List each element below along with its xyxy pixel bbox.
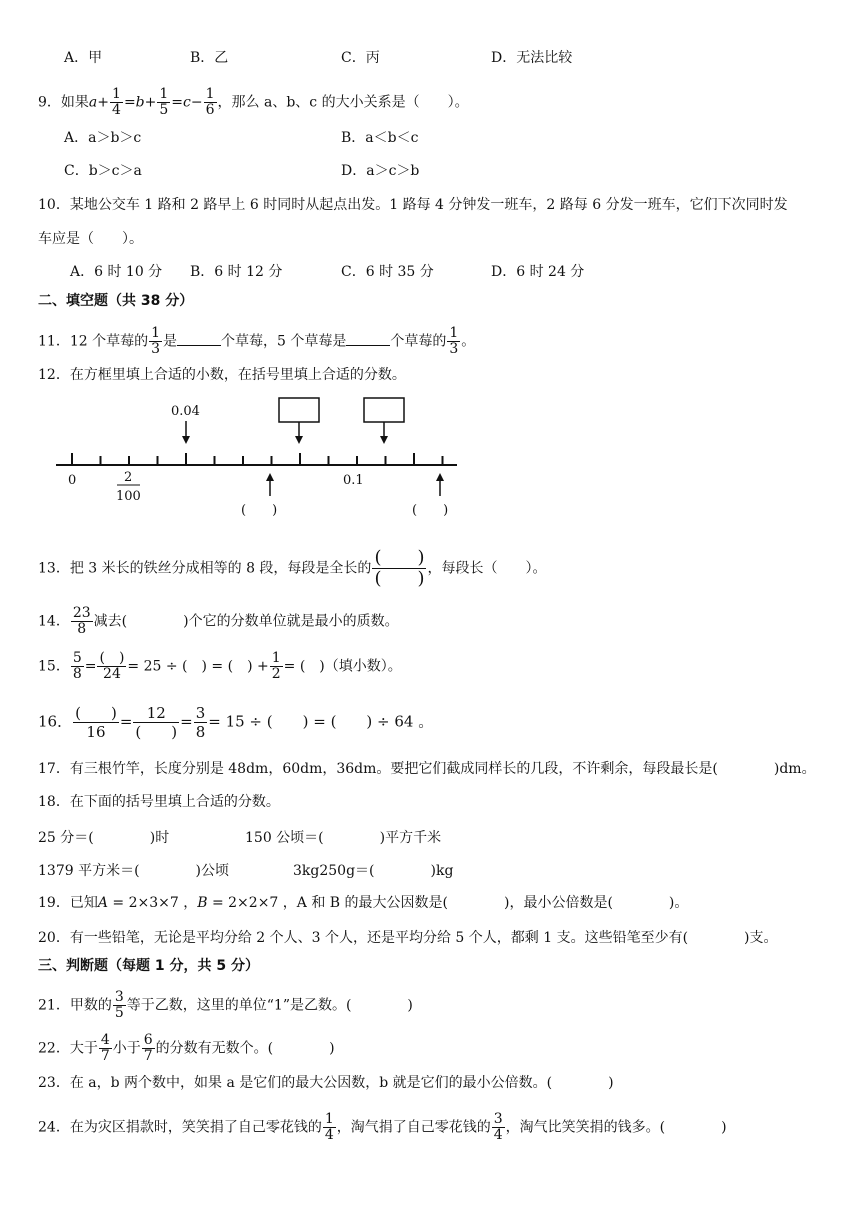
number-line-ticks [72, 453, 443, 465]
q16-frac-3 [194, 704, 208, 741]
q13-frac-num: ( ) [374, 547, 425, 568]
q9-frac2-den: 5 [159, 102, 169, 118]
label-0-1: 0.1 [343, 473, 364, 488]
q16-frac1-num: ( ) [75, 704, 117, 722]
q16-text: = 15 ÷ ( ) = ( ) ÷ 64 。 [208, 712, 434, 731]
q22-frac-1 [99, 1033, 112, 1064]
answer-paren-right[interactable]: ( ) [412, 503, 449, 518]
q9-plus: + [97, 94, 110, 111]
q9-minus: − [190, 94, 203, 111]
q14-frac-den: 8 [77, 621, 87, 637]
q11-text-2: 是 [163, 333, 178, 350]
question-24 [38, 1112, 727, 1143]
q9-plus2: + [144, 94, 157, 111]
up-arrow-right-head [436, 473, 444, 481]
question-14 [38, 606, 399, 637]
q18-row2-b: 3kg250g＝( )kg [293, 863, 454, 879]
q9-frac2-num: 1 [159, 86, 169, 102]
q9-suffix: ，那么 a、b、c 的大小关系是（ ）。 [217, 94, 469, 111]
q22-frac2-num: 6 [143, 1032, 153, 1048]
answer-box-1[interactable] [279, 398, 319, 422]
q11-text-4: 个草莓的 [390, 333, 447, 350]
q9-frac-1-5 [157, 87, 170, 118]
q9-var-c: c [183, 94, 191, 111]
q12-text: 12．在方框里填上合适的小数，在括号里填上合适的分数。 [38, 367, 406, 383]
q19-var-a: A [97, 895, 108, 911]
q10-option-c: C．6 时 35 分 [341, 264, 434, 280]
q15-text-1: = 25 ÷ ( ) = ( ) + [127, 658, 269, 675]
q15-frac2-den: 24 [103, 666, 121, 682]
question-17: 17．有三根竹竿，长度分别是 48dm，60dm，36dm。要把它们截成同样长的几段，不许剩余，每段最长是( )dm。 [38, 761, 816, 777]
q18-row1-a: 25 分＝( )时 [38, 830, 170, 846]
q9-option-a: A．a＞b＞c [64, 130, 142, 146]
q11-frac-b-den: 3 [449, 341, 459, 357]
label-0: 0 [68, 473, 77, 488]
q9-prefix: 9．如果 [38, 94, 89, 111]
q13-text-2: ，每段长（ ）。 [427, 560, 547, 577]
q21-frac [113, 990, 126, 1021]
arrow-0-04-head [182, 436, 190, 444]
q11-text-5: 。 [461, 333, 476, 350]
q21-text-0: 21．甲数的 [38, 997, 112, 1014]
q14-num: 14． [38, 613, 70, 630]
q13-frac-blank[interactable] [372, 548, 426, 589]
q9-frac1-den: 4 [112, 102, 121, 118]
q16-eq2: = [180, 712, 193, 731]
question-23: 23．在 a，b 两个数中，如果 a 是它们的最大公因数，b 就是它们的最小公倍数。( ) [38, 1075, 614, 1091]
q21-frac-den: 5 [114, 1005, 124, 1021]
question-21 [38, 990, 413, 1021]
q9-option-c: C．b＞c＞a [64, 163, 142, 179]
q11-frac-b-num: 1 [449, 325, 459, 341]
question-11 [38, 326, 475, 357]
q16-frac3-den: 8 [195, 723, 206, 741]
q16-frac3-num: 3 [195, 704, 206, 722]
arrow-box-1-head [295, 436, 303, 444]
q18-row2-a: 1379 平方米＝( )公顷 [38, 863, 230, 879]
q15-frac1-den: 8 [72, 666, 82, 682]
q11-blank-1[interactable] [177, 331, 221, 346]
q24-text-1: ，淘气捐了自己零花钱的 [336, 1119, 491, 1136]
q24-text-2: ，淘气比笑笑捐的钱多。( ) [505, 1119, 727, 1136]
q19-text-2: = 2×2×7 ，A 和 B 的最大公因数是( )，最小公倍数是( )。 [207, 895, 689, 911]
q24-frac1-num: 1 [324, 1111, 334, 1127]
q8-option-d: D．无法比较 [491, 50, 573, 66]
q24-frac2-den: 4 [493, 1127, 503, 1143]
q9-frac-1-6 [204, 87, 217, 118]
q22-frac1-num: 4 [100, 1032, 110, 1048]
q16-frac2-den: ( ) [135, 723, 178, 741]
answer-paren-left[interactable]: ( ) [241, 503, 278, 518]
q9-eq1: = [123, 94, 136, 111]
q10-option-d: D．6 时 24 分 [491, 264, 585, 280]
q9-frac3-num: 1 [205, 86, 215, 102]
q15-frac-1 [71, 651, 84, 682]
q19-text-0: 19．已知 [38, 895, 98, 911]
section-2-heading: 二、填空题（共 38 分） [38, 293, 194, 309]
q16-frac-2[interactable] [133, 704, 179, 741]
q15-frac-2 [97, 651, 126, 682]
section-3-heading: 三、判断题（每题 1 分，共 5 分） [38, 958, 259, 974]
q11-text-3: 个草莓，5 个草莓是 [221, 333, 347, 350]
q15-frac3-num: 1 [271, 650, 281, 666]
q24-frac2-num: 3 [493, 1111, 503, 1127]
q10-option-a: A．6 时 10 分 [70, 264, 163, 280]
q19-var-b: B [197, 895, 208, 911]
q24-text-0: 24．在为灾区捐款时，笑笑捐了自己零花钱的 [38, 1119, 322, 1136]
q9-var-a: a [88, 94, 98, 111]
q15-frac-3 [270, 651, 283, 682]
q14-text: 减去( )个它的分数单位就是最小的质数。 [93, 613, 399, 630]
q11-frac-a-num: 1 [151, 325, 161, 341]
q11-frac-b [447, 326, 460, 357]
label-2-over-100-num: 2 [124, 470, 133, 485]
q9-frac1-num: 1 [112, 86, 121, 102]
question-20: 20．有一些铅笔，无论是平均分给 2 个人、3 个人，还是平均分给 5 个人，都剩 1 支。这些铅笔至少有( )支。 [38, 930, 778, 946]
q10-line1: 10．某地公交车 1 路和 2 路早上 6 时同时从起点出发。1 路每 4 分钟发一班车，2 路每 6 分发一班车，它们下次同时发 [38, 197, 788, 213]
q13-frac-den: ( ) [374, 568, 425, 589]
q9-option-b: B．a＜b＜c [341, 130, 419, 146]
arrow-box-2-head [380, 436, 388, 444]
label-0-04: 0.04 [171, 404, 200, 419]
q15-frac3-den: 2 [271, 666, 281, 682]
q18-row1-b: 150 公顷＝( )平方千米 [245, 830, 442, 846]
q22-text-0: 22．大于 [38, 1040, 98, 1057]
q9-eq2: = [171, 94, 184, 111]
question-16 [38, 704, 433, 741]
q14-frac [71, 606, 93, 637]
q16-num: 16． [38, 712, 73, 731]
q8-option-c: C．丙 [341, 50, 380, 66]
q15-text-2: = ( )（填小数）。 [283, 658, 402, 675]
q10-line2: 车应是（ ）。 [38, 231, 143, 247]
q16-eq1: = [119, 712, 133, 731]
question-13 [38, 548, 546, 589]
q11-blank-2[interactable] [346, 331, 390, 346]
q15-frac2-num: ( ) [99, 650, 125, 666]
q11-frac-a-den: 3 [151, 341, 161, 357]
q21-text-1: 等于乙数，这里的单位“1”是乙数。( ) [126, 997, 413, 1014]
q11-text-1: 11．12 个草莓的 [38, 333, 149, 350]
q18-text: 18．在下面的括号里填上合适的分数。 [38, 794, 280, 810]
q24-frac-1 [323, 1112, 336, 1143]
q9-option-d: D．a＞c＞b [341, 163, 420, 179]
q19-text-1: = 2×3×7 ， [107, 895, 198, 911]
q16-frac1-den: 16 [86, 723, 106, 741]
q22-frac2-den: 7 [143, 1048, 153, 1064]
q16-frac-1[interactable] [73, 704, 119, 741]
q22-frac1-den: 7 [100, 1048, 110, 1064]
q21-frac-num: 3 [114, 989, 124, 1005]
q15-eq: = [84, 658, 97, 675]
q15-num: 15． [38, 658, 70, 675]
q8-option-b: B．乙 [190, 50, 229, 66]
q10-option-b: B．6 时 12 分 [190, 264, 283, 280]
q22-frac-2 [142, 1033, 155, 1064]
question-22 [38, 1033, 335, 1064]
q9-frac3-den: 6 [205, 102, 215, 118]
number-line-figure [0, 392, 500, 522]
q11-frac-a [149, 326, 162, 357]
question-9 [38, 87, 469, 118]
label-2-over-100-den: 100 [116, 489, 141, 504]
q13-text-1: 13．把 3 米长的铁丝分成相等的 8 段，每段是全长的 [38, 560, 372, 577]
q22-text-2: 的分数有无数个。( ) [155, 1040, 335, 1057]
q24-frac-2 [492, 1112, 505, 1143]
answer-box-2[interactable] [364, 398, 404, 422]
question-15 [38, 651, 402, 682]
q16-frac2-num: 12 [133, 704, 179, 723]
up-arrow-left-head [266, 473, 274, 481]
question-19 [38, 893, 688, 913]
q8-option-a: A．甲 [64, 50, 103, 66]
q22-text-1: 小于 [112, 1040, 141, 1057]
q15-frac1-num: 5 [72, 650, 82, 666]
q24-frac1-den: 4 [324, 1127, 334, 1143]
q9-var-b: b [135, 94, 145, 111]
q9-frac-1-4 [110, 87, 123, 118]
q14-frac-num: 23 [72, 605, 91, 621]
